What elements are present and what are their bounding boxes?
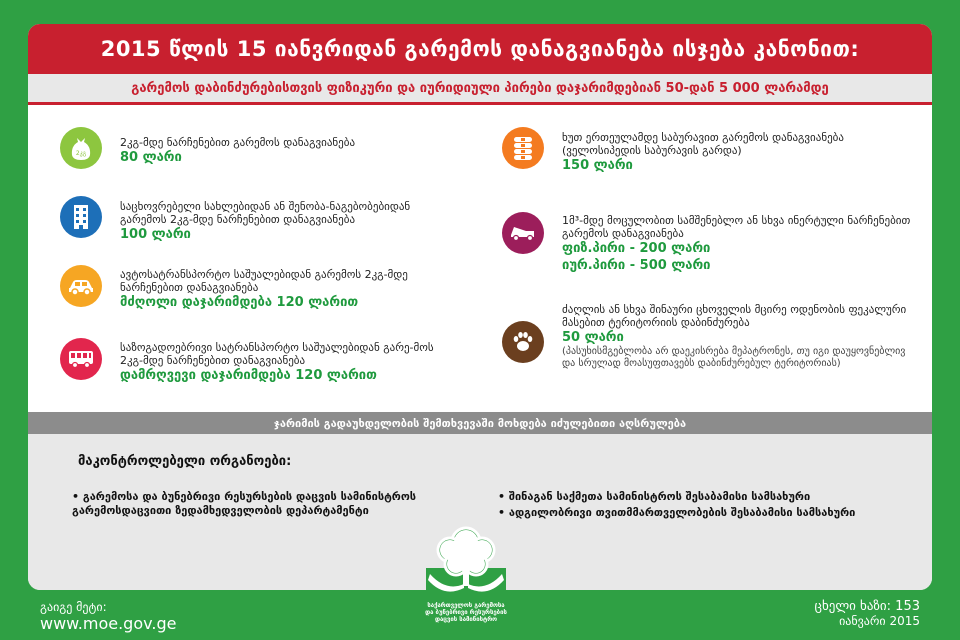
fine-amount: დამრღვევი დაჯარიმდება 120 ლარით [120,368,377,383]
fine-amount: 150 ლარი [562,158,633,173]
infographic-card [28,24,932,590]
fine-item-building-litter [60,196,460,243]
ministry-logo-text: საქართველოს გარემოსა და ბუნებრივი რესურსების დაცვის სამინისტრო [425,602,507,623]
fine-item-tires [502,127,902,174]
fine-range-subtitle: გარემოს დაბინძურებისთვის ფიზიკური და იურიდიული პირები დაჯარიმდებიან 50-დან 5 000 ლარამდე [28,74,932,105]
learn-more-label: გაიგე მეტი: [40,600,107,614]
fine-amount: მძღოლი დაჯარიმდება 120 ლარით [120,295,359,310]
tire-stack-icon [502,127,544,169]
fine-description: 2კგ-მდე ნარჩენებით გარემოს დანაგვიანება [120,136,356,149]
enforcement-notice: ჯარიმის გადაუხდელობის შემთხვევაში მოხდება იძულებითი აღსრულება [28,412,932,434]
car-icon [60,265,102,307]
fine-item-pet-waste [502,301,912,370]
authority-item: • შინაგან საქმეთა სამინისტროს შესაბამისი სამსახური [498,490,811,503]
fine-item-bus-litter [60,338,460,384]
fine-description: 1მ³-მდე მოცულობით სამშენებლო ან სხვა ინერტული ნარჩენებით გარემოს დანაგვიანება [562,214,911,240]
tree-hands-icon [406,518,526,608]
apartment-building-icon [60,196,102,238]
page-title: 2015 წლის 15 იანვრიდან გარემოს დანაგვიანება ისჯება კანონით: [28,24,932,74]
fine-description: ხუთ ერთეულამდე საბურავით გარემოს დანაგვიანება (ველოსიპედის საბურავის გარდა) [562,131,844,157]
garbage-bag-icon [60,127,102,169]
hotline-number: ცხელი ხაზი: 153 [814,599,920,614]
fine-description: საზოგადოებრივი სატრანსპორტო საშუალებიდან გარე-მოს 2კგ-მდე ნარჩენებით დანაგვიანება [120,341,434,367]
publication-date: იანვარი 2015 [839,614,920,628]
fine-description: ავტოსატრანსპორტო საშუალებიდან გარემოს 2კგ-მდე ნარჩენებით დანაგვიანება [120,268,408,294]
bus-icon [60,338,102,380]
paw-icon [502,321,544,363]
fine-description: ძაღლის ან სხვა შინაური ცხოველის მცირე ოდენობის ფეკალური მასებით ტერიტორიის დაბინძურება [562,303,907,329]
authority-item: • ადგილობრივი თვითმმართველობების შესაბამისი სამსახური [498,506,856,519]
authority-item: • გარემოსა და ბუნებრივი რესურსების დაცვის სამინისტროს გარემოსდაცვითი ზედამხედველობის დეპარტამენტი [72,490,417,517]
fine-amount: 50 ლარი [562,330,624,345]
website-link[interactable]: www.moe.gov.ge [40,614,177,633]
authorities-heading: მაკონტროლებელი ორგანოები: [78,454,292,469]
fine-item-small-litter [60,127,440,169]
fine-exception-note: (პასუხისმგებლობა არ დაეკისრება მეპატრონეს, თუ იგი დაუყოვნებლივ და სრულად მოასუფთავებს დაბინძურებულ ტერიტორიას) [562,346,906,369]
fine-item-construction-waste [502,212,912,274]
footer-website [40,600,176,634]
bag-label: 2კგ [75,150,87,157]
authorities-list-left [72,490,472,520]
dump-truck-icon [502,212,544,254]
fine-amount-individual: ფიზ.პირი - 200 ლარი [562,241,711,256]
authorities-list-right [498,490,908,522]
ministry-logo [406,518,526,628]
fine-amount-legal-entity: იურ.პირი - 500 ლარი [562,258,711,273]
footer-hotline [815,600,920,628]
fine-amount: 100 ლარი [120,227,191,242]
fine-description: საცხოვრებელი სახლებიდან ან შენობა-ნაგებობებიდან გარემოს 2კგ-მდე ნარჩენებით დანაგვიანება [120,200,411,226]
fine-item-car-litter [60,265,460,311]
fine-amount: 80 ლარი [120,150,182,165]
